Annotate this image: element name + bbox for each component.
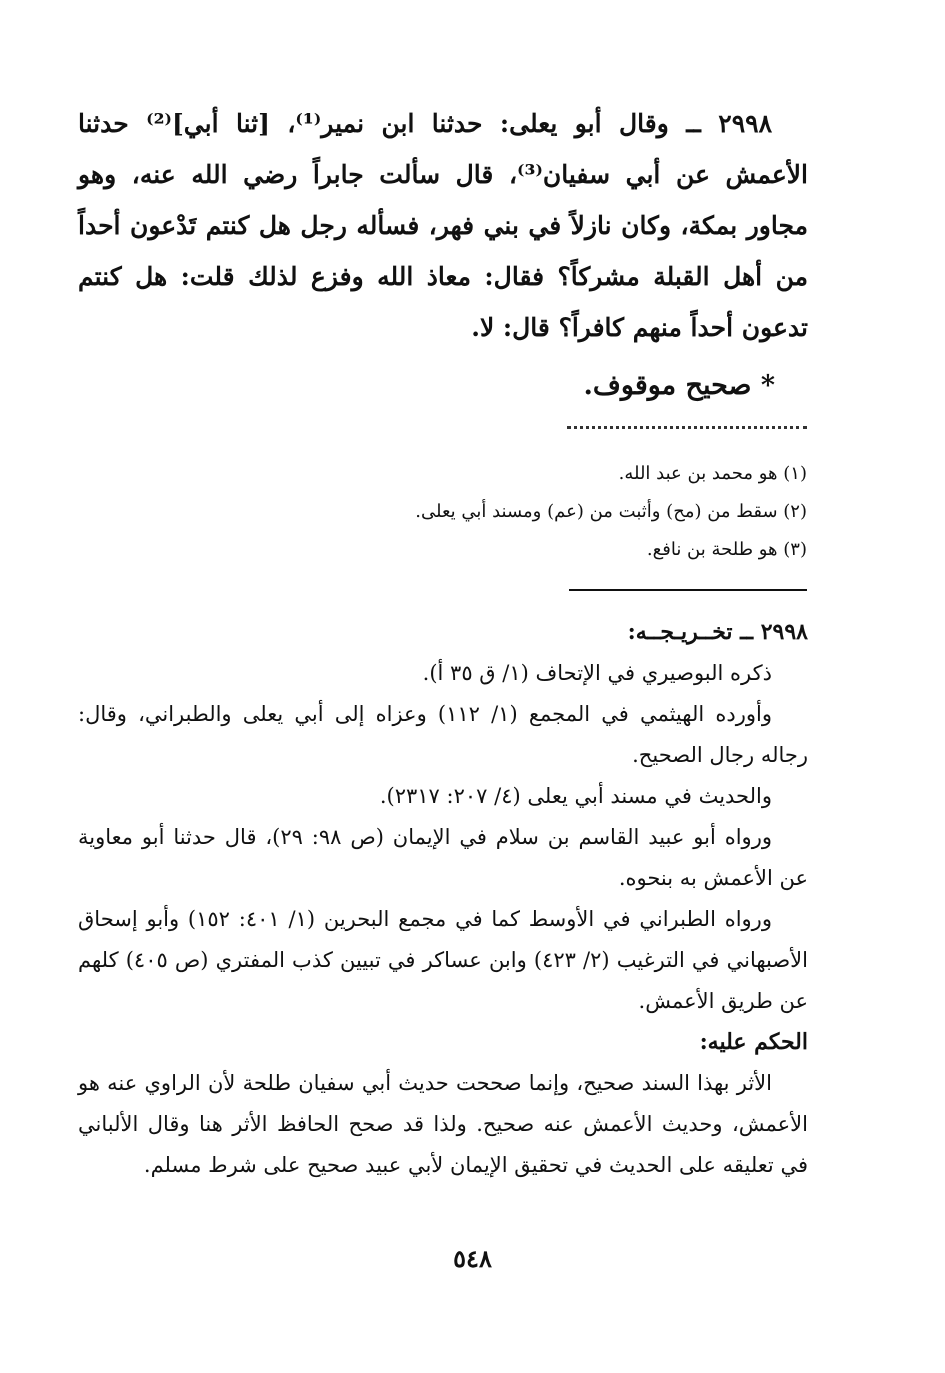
- page-number: ٥٤٨: [453, 1244, 492, 1273]
- dotted-separator: [567, 426, 807, 429]
- verdict: * صحيح موقوف.: [583, 370, 775, 401]
- ruling-paragraph: الأثر بهذا السند صحيح، وإنما صححت حديث أبي سفيان طلحة لأن الراوي عنه هو الأعمش، وحديث الأعمش عنه صحيح. ولذا قد صحح الحافظ الأثر هنا وقال الألباني في تعليقه على الحديث في تحقيق الإيمان لأبي عبيد صحيح على شرط مسلم.: [78, 1071, 808, 1177]
- section-divider: [569, 589, 807, 591]
- footnote-1: (١) هو محمد بن عبد الله.: [618, 463, 807, 484]
- ruling-heading: الحكم عليه:: [699, 1029, 808, 1055]
- hadith-paragraph: ٢٩٩٨ ــ وقال أبو يعلى: حدثنا ابن نمير⁽¹⁾، [ثنا أبي]⁽²⁾ حدثنا الأعمش عن أبي سفيان⁽³⁾، قال سألت جابراً رضي الله عنه، وهو مجاور بمكة، وكان نازلاً في بني فهر، فسأله رجل هل كنتم تَدْعون أحداً من أهل القبلة مشركاً؟ فقال: معاذ الله وفزع لذلك قلت: هل كنتم تدعون أحداً منهم كافراً؟ قال: لا.: [78, 109, 808, 342]
- takhrij-heading: ٢٩٩٨ ــ تخــريـجــه:: [627, 619, 808, 645]
- takhrij-paragraph-5: ورواه الطبراني في الأوسط كما في مجمع البحرين (١/ ٤٠١: ١٥٢) وأبو إسحاق الأصبهاني في الترغيب (٢/ ٤٢٣) وابن عساكر في تبيين كذب المفتري (ص ٤٠٥) كلهم عن طريق الأعمش.: [78, 907, 808, 1013]
- takhrij-paragraph-3: والحديث في مسند أبي يعلى (٤/ ٢٠٧: ٢٣١٧).: [379, 784, 772, 808]
- takhrij-paragraph-2: وأورده الهيثمي في المجمع (١/ ١١٢) وعزاه إلى أبي يعلى والطبراني، وقال: رجاله رجال الصحيح.: [78, 702, 808, 767]
- takhrij-paragraph-4: ورواه أبو عبيد القاسم بن سلام في الإيمان (ص ٩٨: ٢٩)، قال حدثنا أبو معاوية عن الأعمش به بنحوه.: [78, 825, 808, 890]
- takhrij-section: [78, 612, 808, 1186]
- footnote-2: (٢) سقط من (مح) وأثبت من (عم) ومسند أبي يعلى.: [415, 501, 807, 522]
- takhrij-paragraph-1: ذكره البوصيري في الإتحاف (١/ ق ٣٥ أ).: [422, 661, 772, 685]
- footnote-3: (٣) هو طلحة بن نافع.: [646, 539, 807, 560]
- footnotes: [187, 455, 807, 569]
- hadith-text-block: [78, 98, 808, 353]
